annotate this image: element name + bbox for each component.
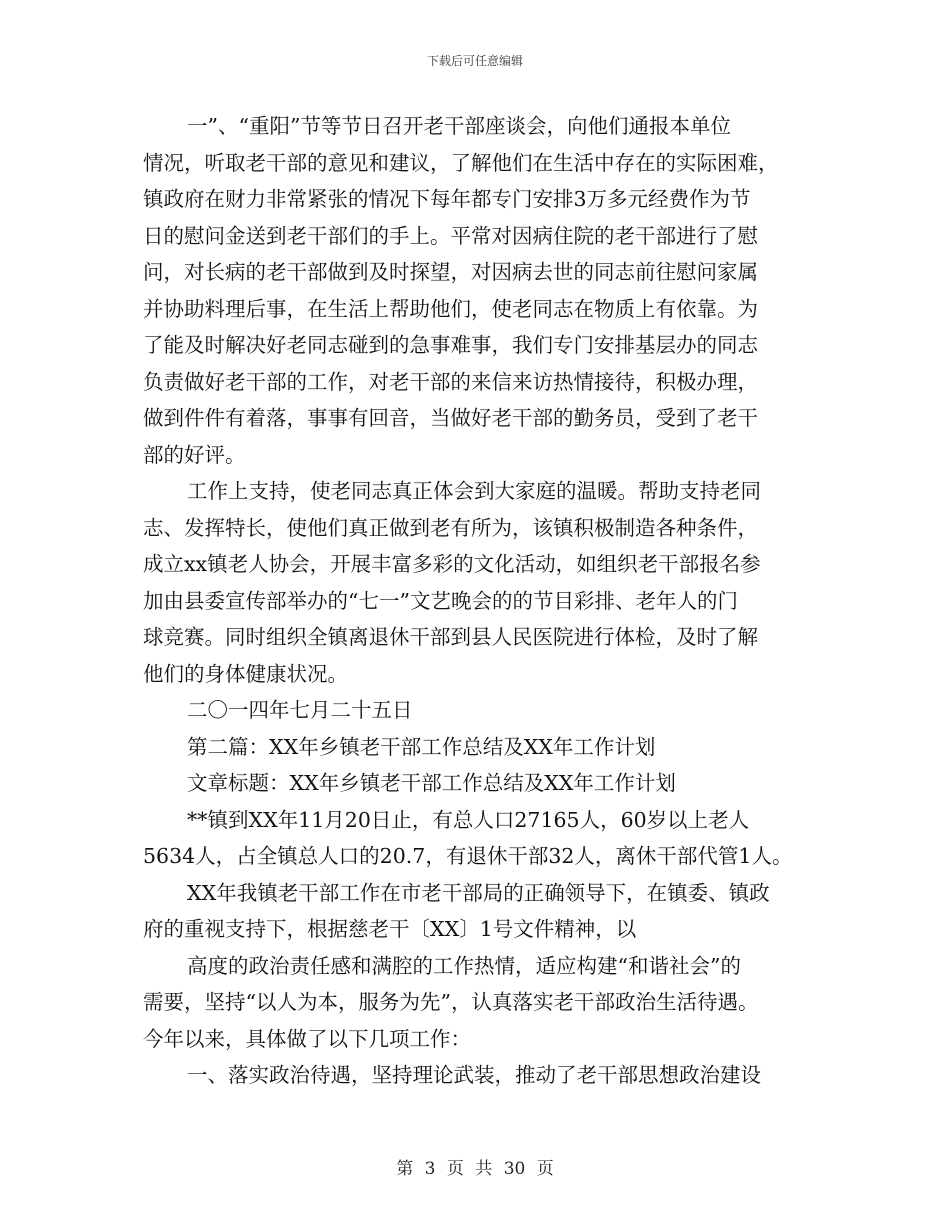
text-line: 一、落实政治待遇，坚持理论武装，推动了老干部思想政治建设: [187, 1063, 761, 1087]
text-line: 需要，坚持“以人为本，服务为先”，认真落实老干部政治生活待遇。: [143, 990, 759, 1014]
text-line: 一”、“重阳”节等节日召开老干部座谈会，向他们通报本单位: [187, 114, 731, 138]
text-line: 并协助料理后事，在生活上帮助他们，使老同志在物质上有依靠。为: [143, 296, 758, 321]
text-line: 高度的政治责任感和满腔的工作热情，适应构建“和谐社会”的: [187, 953, 741, 978]
text-line: 问，对长病的老干部做到及时探望，对因病去世的同志前往慰问家属: [143, 260, 758, 284]
text-line: XX年我镇老干部工作在市老干部局的正确领导下，在镇委、镇政: [187, 880, 770, 905]
text-line: 他们的身体健康状况。: [143, 661, 348, 686]
text-line: 做到件件有着落，事事有回音，当做好老干部的勤务员，受到了老干: [143, 406, 758, 430]
text-line: 部的好评。: [143, 442, 246, 467]
text-line: 第二篇：XX年乡镇老干部工作总结及XX年工作计划: [187, 734, 656, 759]
text-line: 情况，听取老干部的意见和建议，了解他们在生活中存在的实际困难，: [143, 150, 779, 175]
page-number-footer: 第 3 页 共 30 页: [396, 1159, 554, 1179]
text-line: 成立xx镇老人协会，开展丰富多彩的文化活动，如组织老干部报名参: [143, 552, 761, 576]
text-line: 了能及时解决好老同志碰到的急事难事，我们专门安排基层办的同志: [143, 333, 758, 357]
text-line: 府的重视支持下，根据慈老干〔XX〕1号文件精神，以: [143, 917, 637, 941]
text-line: 镇政府在财力非常紧张的情况下每年都专门安排3万多元经费作为节: [143, 187, 751, 211]
text-line: 加由县委宣传部举办的“七一”文艺晚会的的节目彩排、老年人的门: [143, 588, 738, 613]
text-line: 今年以来，具体做了以下几项工作：: [143, 1026, 471, 1051]
document-body: [143, 108, 833, 1094]
text-line: 5634人，占全镇总人口的20.7，有退休干部32人，离休干部代管1人。: [143, 844, 793, 868]
text-line: 志、发挥特长，使他们真正做到老有所为，该镇积极制造各种条件，: [143, 515, 758, 540]
text-line: 二〇一四年七月二十五日: [187, 698, 413, 722]
text-line: **镇到XX年11月20日止，有总人口27165人，60岁以上老人: [187, 807, 750, 832]
text-line: 负责做好老干部的工作，对老干部的来信来访热情接待，积极办理，: [143, 369, 758, 394]
text-line: 日的慰问金送到老干部们的手上。平常对因病住院的老干部进行了慰: [143, 223, 758, 248]
page-header-note: 下载后可任意编辑: [426, 54, 523, 68]
text-line: 工作上支持，使老同志真正体会到大家庭的温暖。帮助支持老同: [187, 479, 761, 503]
text-line: 球竞赛。同时组织全镇离退休干部到县人民医院进行体检，及时了解: [143, 625, 758, 649]
text-line: 文章标题：XX年乡镇老干部工作总结及XX年工作计划: [187, 771, 676, 795]
